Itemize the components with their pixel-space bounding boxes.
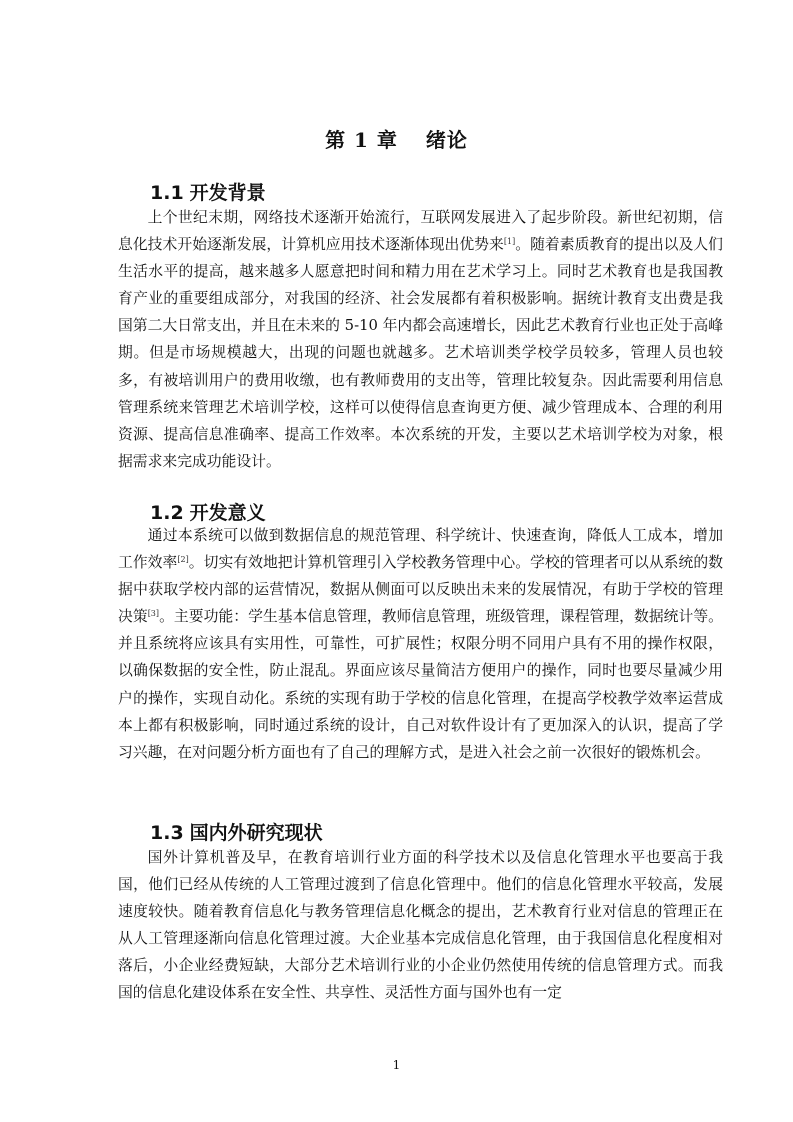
- section-paragraph-1-1: [118, 204, 723, 475]
- citation-marker: [2]: [177, 555, 189, 565]
- section-paragraph-1-2: [118, 522, 723, 766]
- section-paragraph-1-3: [118, 844, 723, 1007]
- section-heading-1-3: [150, 818, 323, 845]
- chapter-title: [0, 124, 793, 153]
- section-heading-1-1: [150, 178, 266, 205]
- chapter-number: 第 1 章: [325, 128, 398, 152]
- paragraph-text: 通过本系统可以做到数据信息的规范管理、科学统计、快速查询，降低人工成本，增加工作效率: [118, 527, 723, 572]
- section-number: 1.1: [150, 182, 184, 204]
- section-title-text: 开发背景: [189, 182, 266, 204]
- citation-marker: [3]: [147, 609, 160, 619]
- citation-marker: [1]: [503, 237, 516, 247]
- section-title-text: 开发意义: [189, 502, 266, 524]
- paragraph-text: 上个世纪末期，网络技术逐渐开始流行，互联网发展进入了起步阶段。新世纪初期，信息化技术开始逐渐发展，计算机应用技术逐渐体现出优势来: [118, 209, 723, 254]
- section-number: 1.3: [150, 822, 184, 844]
- paragraph-text: 国外计算机普及早，在教育培训行业方面的科学技术以及信息化管理水平也要高于我国，他们已经从传统的人工管理过渡到了信息化管理中。他们的信息化管理水平较高，发展速度较快。随着教育信息化与教务管理信息化概念的提出，艺术教育行业对信息的管理正在从人工管理逐渐向信息化管理过渡。大企业基本完成信息化管理，由于我国信息化程度相对落后，小企业经费短缺，大部分艺术培训行业的小企业仍然使用传统的信息管理方式。而我国的信息化建设体系在安全性、共享性、灵活性方面与国外也有一定: [118, 849, 723, 1002]
- paragraph-text: 。主要功能：学生基本信息管理，教师信息管理，班级管理，课程管理，数据统计等。并且系统将应该具有实用性，可靠性，可扩展性；权限分明不同用户具有不用的操作权限，以确保数据的安全性，防止混乱。界面应该尽量简洁方便用户的操作，同时也要尽量减少用户的操作，实现自动化。系统的实现有助于学校的信息化管理，在提高学校教学效率运营成本上都有积极影响，同时通过系统的设计，自己对软件设计有了更加深入的认识，提高了学习兴趣，在对问题分析方面也有了自己的理解方式，是进入社会之前一次很好的锻炼机会。: [118, 608, 723, 761]
- section-heading-1-2: [150, 498, 266, 525]
- paragraph-text: 。切实有效地把计算机管理引入学校教务管理中心。学校的管理者可以从系统的数据中获取学校内部的运营情况，数据从侧面可以反映出未来的发展情况，有助于学校的管理决策: [118, 554, 723, 626]
- section-title-text: 国内外研究现状: [189, 822, 323, 844]
- chapter-name: 绪论: [425, 128, 468, 152]
- page-number: 1: [392, 1058, 401, 1072]
- section-number: 1.2: [150, 502, 184, 524]
- paragraph-text: 。随着素质教育的提出以及人们生活水平的提高，越来越多人愿意把时间和精力用在艺术学习上。同时艺术教育也是我国教育产业的重要组成部分，对我国的经济、社会发展都有着积极影响。据统计教育支出费是我国第二大日常支出，并且在未来的 5-10 年内都会高速增长，因此艺术教育行业也正处于高峰期。但是市场规模越大，出现的问题也就越多。艺术培训类学校学员较多，管理人员也较多，有被培训用户的费用收缴，也有教师费用的支出等，管理比较复杂。因此需要利用信息管理系统来管理艺术培训学校，这样可以使得信息查询更方便、减少管理成本、合理的利用资源、提高信息准确率、提高工作效率。本次系统的开发，主要以艺术培训学校为对象，根据需求来完成功能设计。: [118, 236, 723, 470]
